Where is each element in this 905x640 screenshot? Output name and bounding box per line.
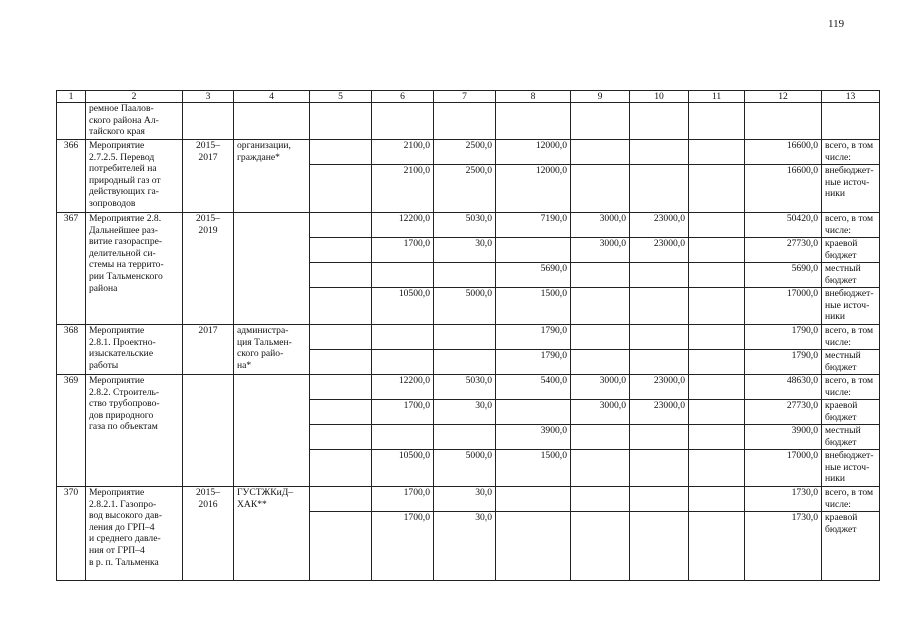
cell-empty xyxy=(234,103,310,140)
cell-empty xyxy=(689,103,745,140)
item-executor xyxy=(234,213,310,325)
amount-cell: 5030,0 xyxy=(434,213,496,238)
amount-cell xyxy=(571,450,630,487)
amount-cell xyxy=(630,165,689,213)
table-row xyxy=(57,487,880,512)
amount-cell: 23000,0 xyxy=(630,375,689,400)
amount-cell xyxy=(310,487,372,512)
amount-cell xyxy=(630,350,689,375)
amount-cell xyxy=(310,213,372,238)
funding-source: всего, в том числе: xyxy=(822,140,880,165)
amount-cell: 5690,0 xyxy=(496,263,571,288)
funding-source: всего, в том числе: xyxy=(822,325,880,350)
amount-cell xyxy=(689,325,745,350)
funding-source: местный бюджет xyxy=(822,350,880,375)
table-row xyxy=(57,140,880,165)
amount-cell: 17000,0 xyxy=(745,450,822,487)
header-cell: 7 xyxy=(434,91,496,103)
cell-empty xyxy=(822,103,880,140)
amount-cell: 1500,0 xyxy=(496,288,571,325)
funding-source: внебюджет- ные источ- ники xyxy=(822,165,880,213)
amount-cell: 12200,0 xyxy=(372,375,434,400)
amount-cell: 1790,0 xyxy=(496,325,571,350)
amount-cell xyxy=(571,350,630,375)
amount-cell xyxy=(310,263,372,288)
amount-cell: 7190,0 xyxy=(496,213,571,238)
amount-cell xyxy=(571,288,630,325)
item-executor: администра- ция Тальмен- ского райо- на* xyxy=(234,325,310,375)
cell-empty xyxy=(434,103,496,140)
amount-cell: 3000,0 xyxy=(571,213,630,238)
amount-cell: 30,0 xyxy=(434,238,496,263)
item-number: 367 xyxy=(57,213,86,325)
amount-cell: 3000,0 xyxy=(571,400,630,425)
amount-cell xyxy=(310,450,372,487)
amount-cell xyxy=(310,140,372,165)
amount-cell: 3900,0 xyxy=(745,425,822,450)
table-row xyxy=(57,325,880,350)
amount-cell: 16600,0 xyxy=(745,165,822,213)
funding-source: всего, в том числе: xyxy=(822,213,880,238)
header-cell: 12 xyxy=(745,91,822,103)
amount-cell xyxy=(630,140,689,165)
amount-cell xyxy=(571,165,630,213)
amount-cell xyxy=(372,263,434,288)
table-row xyxy=(57,375,880,400)
amount-cell xyxy=(630,512,689,581)
amount-cell xyxy=(310,512,372,581)
amount-cell xyxy=(630,325,689,350)
amount-cell xyxy=(689,450,745,487)
amount-cell xyxy=(310,238,372,263)
continuation-row xyxy=(57,103,880,140)
amount-cell xyxy=(571,512,630,581)
amount-cell xyxy=(689,512,745,581)
funding-source: краевой бюджет xyxy=(822,400,880,425)
item-years: 2017 xyxy=(183,325,234,375)
amount-cell xyxy=(434,425,496,450)
amount-cell: 1500,0 xyxy=(496,450,571,487)
amount-cell xyxy=(689,425,745,450)
amount-cell xyxy=(571,325,630,350)
amount-cell: 27730,0 xyxy=(745,238,822,263)
amount-cell xyxy=(630,263,689,288)
amount-cell: 2500,0 xyxy=(434,140,496,165)
amount-cell: 30,0 xyxy=(434,487,496,512)
item-number: 369 xyxy=(57,375,86,487)
cell-empty xyxy=(183,103,234,140)
amount-cell xyxy=(372,425,434,450)
amount-cell: 23000,0 xyxy=(630,213,689,238)
amount-cell: 10500,0 xyxy=(372,450,434,487)
amount-cell: 1790,0 xyxy=(496,350,571,375)
cell-empty xyxy=(745,103,822,140)
cell-empty xyxy=(310,103,372,140)
amount-cell xyxy=(310,400,372,425)
item-number: 366 xyxy=(57,140,86,213)
header-cell: 11 xyxy=(689,91,745,103)
funding-source: всего, в том числе: xyxy=(822,375,880,400)
cell-empty xyxy=(57,103,86,140)
amount-cell xyxy=(571,425,630,450)
amount-cell xyxy=(689,400,745,425)
amount-cell: 23000,0 xyxy=(630,238,689,263)
page-number: 119 xyxy=(828,18,845,30)
header-cell: 1 xyxy=(57,91,86,103)
amount-cell: 12200,0 xyxy=(372,213,434,238)
funding-source: краевой бюджет xyxy=(822,512,880,581)
amount-cell xyxy=(496,238,571,263)
amount-cell: 1730,0 xyxy=(745,512,822,581)
table-body xyxy=(57,91,880,581)
cell-empty xyxy=(571,103,630,140)
amount-cell xyxy=(434,325,496,350)
item-executor xyxy=(234,375,310,487)
header-cell: 5 xyxy=(310,91,372,103)
amount-cell xyxy=(434,350,496,375)
amount-cell: 1700,0 xyxy=(372,238,434,263)
amount-cell: 30,0 xyxy=(434,400,496,425)
amount-cell: 5000,0 xyxy=(434,450,496,487)
amount-cell xyxy=(310,288,372,325)
header-cell: 9 xyxy=(571,91,630,103)
cell-empty xyxy=(630,103,689,140)
amount-cell xyxy=(310,375,372,400)
amount-cell: 1790,0 xyxy=(745,350,822,375)
amount-cell: 27730,0 xyxy=(745,400,822,425)
budget-table xyxy=(56,90,880,581)
cell-empty xyxy=(496,103,571,140)
amount-cell xyxy=(571,140,630,165)
amount-cell: 1700,0 xyxy=(372,487,434,512)
amount-cell xyxy=(630,288,689,325)
amount-cell: 17000,0 xyxy=(745,288,822,325)
header-row xyxy=(57,91,880,103)
amount-cell: 5000,0 xyxy=(434,288,496,325)
funding-source: местный бюджет xyxy=(822,425,880,450)
header-cell: 8 xyxy=(496,91,571,103)
amount-cell xyxy=(630,450,689,487)
amount-cell: 2100,0 xyxy=(372,140,434,165)
item-executor: организации, граждане* xyxy=(234,140,310,213)
funding-source: местный бюджет xyxy=(822,263,880,288)
item-years xyxy=(183,375,234,487)
amount-cell xyxy=(689,165,745,213)
amount-cell xyxy=(571,263,630,288)
item-name: Мероприятие 2.8. Дальнейшее раз- витие газораспре- делительной си- стемы на террито- рии Тальменского района xyxy=(86,213,183,325)
amount-cell: 3900,0 xyxy=(496,425,571,450)
item-years: 2015– 2019 xyxy=(183,213,234,325)
amount-cell: 2100,0 xyxy=(372,165,434,213)
amount-cell xyxy=(310,325,372,350)
amount-cell xyxy=(496,400,571,425)
amount-cell: 5030,0 xyxy=(434,375,496,400)
amount-cell xyxy=(630,487,689,512)
amount-cell: 12000,0 xyxy=(496,140,571,165)
funding-source: внебюджет- ные источ- ники xyxy=(822,288,880,325)
amount-cell xyxy=(310,350,372,375)
item-number: 368 xyxy=(57,325,86,375)
funding-source: краевой бюджет xyxy=(822,238,880,263)
amount-cell xyxy=(689,263,745,288)
amount-cell: 23000,0 xyxy=(630,400,689,425)
header-cell: 13 xyxy=(822,91,880,103)
amount-cell xyxy=(434,263,496,288)
amount-cell: 1790,0 xyxy=(745,325,822,350)
table-row xyxy=(57,213,880,238)
amount-cell xyxy=(310,165,372,213)
amount-cell: 2500,0 xyxy=(434,165,496,213)
amount-cell: 16600,0 xyxy=(745,140,822,165)
item-name: Мероприятие 2.7.2.5. Перевод потребителей на природный газ от действующих га- зопроводов xyxy=(86,140,183,213)
amount-cell: 5690,0 xyxy=(745,263,822,288)
amount-cell: 5400,0 xyxy=(496,375,571,400)
amount-cell xyxy=(496,512,571,581)
amount-cell: 1700,0 xyxy=(372,512,434,581)
amount-cell xyxy=(372,350,434,375)
amount-cell: 3000,0 xyxy=(571,238,630,263)
header-cell: 10 xyxy=(630,91,689,103)
amount-cell xyxy=(689,487,745,512)
amount-cell xyxy=(689,213,745,238)
funding-source: внебюджет- ные источ- ники xyxy=(822,450,880,487)
amount-cell xyxy=(689,350,745,375)
cell-empty xyxy=(372,103,434,140)
amount-cell xyxy=(310,425,372,450)
amount-cell: 12000,0 xyxy=(496,165,571,213)
continued-item-name: ремное Паалов- ского района Ал- тайского края xyxy=(86,103,183,140)
amount-cell xyxy=(372,325,434,350)
item-years: 2015– 2016 xyxy=(183,487,234,581)
item-executor: ГУСТЖКиД– ХАК** xyxy=(234,487,310,581)
item-name: Мероприятие 2.8.1. Проектно- изыскательские работы xyxy=(86,325,183,375)
funding-source: всего, в том числе: xyxy=(822,487,880,512)
amount-cell xyxy=(496,487,571,512)
header-cell: 2 xyxy=(86,91,183,103)
header-cell: 4 xyxy=(234,91,310,103)
amount-cell xyxy=(689,375,745,400)
amount-cell xyxy=(689,140,745,165)
amount-cell: 50420,0 xyxy=(745,213,822,238)
amount-cell: 30,0 xyxy=(434,512,496,581)
amount-cell: 48630,0 xyxy=(745,375,822,400)
amount-cell: 1730,0 xyxy=(745,487,822,512)
amount-cell xyxy=(630,425,689,450)
item-years: 2015– 2017 xyxy=(183,140,234,213)
item-name: Мероприятие 2.8.2. Строитель- ство трубопрово- дов природного газа по объектам xyxy=(86,375,183,487)
header-cell: 3 xyxy=(183,91,234,103)
amount-cell: 3000,0 xyxy=(571,375,630,400)
amount-cell: 1700,0 xyxy=(372,400,434,425)
item-number: 370 xyxy=(57,487,86,581)
amount-cell: 10500,0 xyxy=(372,288,434,325)
amount-cell xyxy=(689,288,745,325)
amount-cell xyxy=(571,487,630,512)
amount-cell xyxy=(689,238,745,263)
header-cell: 6 xyxy=(372,91,434,103)
item-name: Мероприятие 2.8.2.1. Газопро- вод высокого дав- ления до ГРП–4 и среднего давле- ния от ГРП–4 в р. п. Тальменка xyxy=(86,487,183,581)
